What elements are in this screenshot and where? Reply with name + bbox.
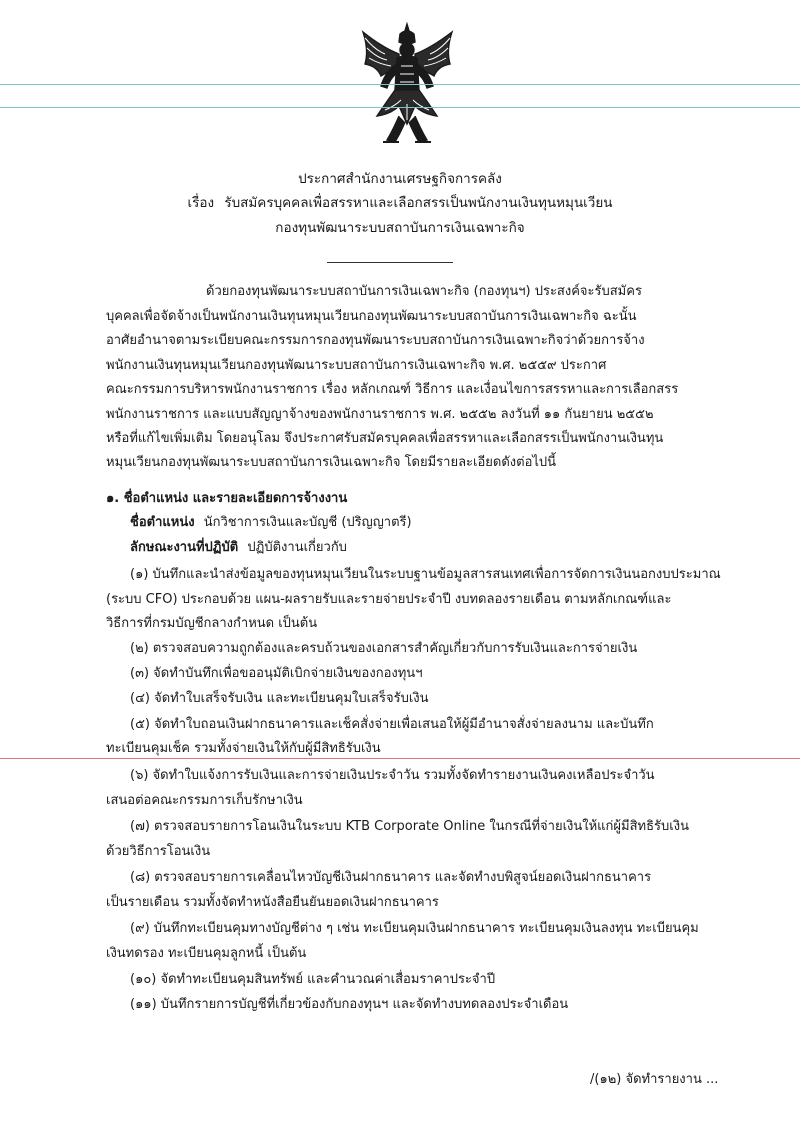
job-nature-row xyxy=(130,539,347,557)
subject-text: รับสมัครบุคคลเพื่อสรรหาและเลือกสรรเป็นพนักงานเงินทุนหมุนเวียน xyxy=(224,195,613,211)
duty-item: (๑๐) จัดทำทะเบียนคุมสินทรัพย์ และคำนวณค่าเสื่อมราคาประจำปี xyxy=(130,972,496,987)
section-heading: ๑. ชื่อตำแหน่ง และรายละเอียดการจ้างงาน xyxy=(106,491,348,506)
announcement-title: ประกาศสำนักงานเศรษฐกิจการคลัง xyxy=(298,171,502,187)
intro-line: พนักงานเงินทุนหมุนเวียนกองทุนพัฒนาระบบสถาบันการเงินเฉพาะกิจ พ.ศ. ๒๕๕๙ ประกาศ xyxy=(106,358,607,373)
job-nature-value: ปฏิบัติงานเกี่ยวกับ xyxy=(247,540,347,555)
intro-line: พนักงานราชการ และแบบสัญญาจ้างของพนักงานราชการ พ.ศ. ๒๕๕๒ ลงวันที่ ๑๑ กันยายน ๒๕๕๒ xyxy=(106,407,654,422)
scan-line xyxy=(0,758,800,759)
divider xyxy=(327,262,453,263)
scan-line xyxy=(0,84,800,85)
duty-item: (๗) ตรวจสอบรายการโอนเงินในระบบ KTB Corporate Online ในกรณีที่จ่ายเงินให้แก่ผู้มีสิทธิรับเงิน xyxy=(130,819,689,834)
intro-line: หรือที่แก้ไขเพิ่มเติม โดยอนุโลม จึงประกาศรับสมัครบุคคลเพื่อสรรหาและเลือกสรรเป็นพนักงานเงินทุน xyxy=(106,431,664,446)
duty-item: (๑) บันทึกและนำส่งข้อมูลของทุนหมุนเวียนในระบบฐานข้อมูลสารสนเทศเพื่อการจัดการเงินนอกงบประมาณ xyxy=(130,567,721,582)
duty-item: (๙) บันทึกทะเบียนคุมทางบัญชีต่าง ๆ เช่น ทะเบียนคุมเงินฝากธนาคาร ทะเบียนคุมเงินลงทุน ทะเบียนคุม xyxy=(130,921,699,936)
duty-item: (๑๑) บันทึกรายการบัญชีที่เกี่ยวข้องกับกองทุนฯ และจัดทำงบทดลองประจำเดือน xyxy=(130,997,569,1012)
scan-line xyxy=(0,107,800,108)
duty-item-continued: เงินทดรอง ทะเบียนคุมลูกหนี้ เป็นต้น xyxy=(106,946,307,961)
duty-item-continued: ด้วยวิธีการโอนเงิน xyxy=(106,844,211,859)
duty-item-continued: วิธีการที่กรมบัญชีกลางกำหนด เป็นต้น xyxy=(106,616,318,631)
announcement-fund-name: กองทุนพัฒนาระบบสถาบันการเงินเฉพาะกิจ xyxy=(275,220,525,236)
subject-label: เรื่อง xyxy=(187,195,215,211)
duty-item-continued: (ระบบ CFO) ประกอบด้วย แผน-ผลรายรับและรายจ่ายประจำปี งบทดลองรายเดือน ตามหลักเกณฑ์และ xyxy=(106,592,672,607)
duty-item: (๓) จัดทำบันทึกเพื่อขออนุมัติเบิกจ่ายเงินของกองทุนฯ xyxy=(130,666,423,681)
intro-line: บุคคลเพื่อจัดจ้างเป็นพนักงานเงินทุนหมุนเวียนกองทุนพัฒนาระบบสถาบันการเงินเฉพาะกิจ ฉะนั้น xyxy=(106,309,637,324)
job-nature-label: ลักษณะงานที่ปฏิบัติ xyxy=(130,540,239,555)
duty-item-continued: ทะเบียนคุมเช็ค รวมทั้งจ่ายเงินให้กับผู้มีสิทธิรับเงิน xyxy=(106,741,381,756)
duty-item: (๕) จัดทำใบถอนเงินฝากธนาคารและเช็คสั่งจ่ายเพื่อเสนอให้ผู้มีอำนาจสั่งจ่ายลงนาม และบันทึก xyxy=(130,717,654,732)
intro-line: คณะกรรมการบริหารพนักงานราชการ เรื่อง หลักเกณฑ์ วิธีการ และเงื่อนไขการสรรหาและการเลือกสรร xyxy=(106,382,679,397)
duty-item-continued: เป็นรายเดือน รวมทั้งจัดทำหนังสือยืนยันยอดเงินฝากธนาคาร xyxy=(106,895,439,910)
announcement-subject xyxy=(0,194,800,212)
position-value: นักวิชาการเงินและบัญชี (ปริญญาตรี) xyxy=(203,515,412,530)
intro-line: ด้วยกองทุนพัฒนาระบบสถาบันการเงินเฉพาะกิจ (กองทุนฯ) ประสงค์จะรับสมัคร xyxy=(206,284,642,299)
duty-item-continued: เสนอต่อคณะกรรมการเก็บรักษาเงิน xyxy=(106,793,303,808)
intro-line: หมุนเวียนกองทุนพัฒนาระบบสถาบันการเงินเฉพาะกิจ โดยมีรายละเอียดดังต่อไปนี้ xyxy=(106,455,557,470)
duty-item: (๘) ตรวจสอบรายการเคลื่อนไหวบัญชีเงินฝากธนาคาร และจัดทำงบพิสูจน์ยอดเงินฝากธนาคาร xyxy=(130,870,652,885)
page-continuation: /(๑๒) จัดทำรายงาน ... xyxy=(590,1072,719,1087)
position-row xyxy=(130,514,412,532)
intro-line: อาศัยอำนาจตามระเบียบคณะกรรมการกองทุนพัฒนาระบบสถาบันการเงินเฉพาะกิจว่าด้วยการจ้าง xyxy=(106,333,645,348)
duty-item: (๔) จัดทำใบเสร็จรับเงิน และทะเบียนคุมใบเสร็จรับเงิน xyxy=(130,691,429,706)
duty-item: (๖) จัดทำใบแจ้งการรับเงินและการจ่ายเงินประจำวัน รวมทั้งจัดทำรายงานเงินคงเหลือประจำวัน xyxy=(130,768,655,783)
duty-item: (๒) ตรวจสอบความถูกต้องและครบถ้วนของเอกสารสำคัญเกี่ยวกับการรับเงินและการจ่ายเงิน xyxy=(130,641,638,656)
position-label: ชื่อตำแหน่ง xyxy=(130,515,195,530)
